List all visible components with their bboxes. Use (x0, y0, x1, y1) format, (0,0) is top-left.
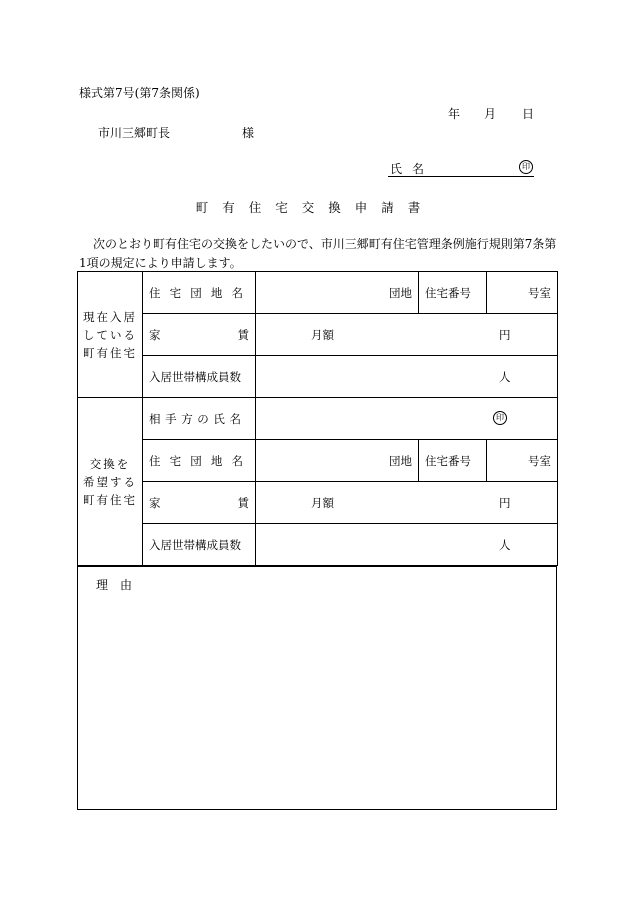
addressee (98, 124, 254, 141)
desired-housing-group: 交換を 希望する 町有住宅 (78, 398, 143, 566)
desired-members-label: 入居世帯構成員数 (143, 524, 256, 566)
desired-housing-label-text: 住 宅 団 地 名 (149, 453, 243, 468)
desired-rent-input[interactable] (256, 482, 558, 524)
table-row (78, 440, 558, 482)
current-housing-input[interactable] (256, 272, 419, 314)
current-housing-label (143, 272, 256, 314)
application-table (77, 271, 558, 566)
applicant-name-line[interactable] (388, 158, 534, 177)
current-members-label: 入居世帯構成員数 (143, 356, 256, 398)
desired-housing-input[interactable] (256, 440, 419, 482)
date-month: 月 (484, 107, 497, 121)
honorific: 様 (242, 126, 255, 140)
body-text: 次のとおり町有住宅の交換をしたいので、市川三郷町有住宅管理条例施行規則第7条第1項の規定により申請します。 (79, 237, 557, 270)
monthly-label: 月額 (311, 496, 334, 510)
desired-members-input[interactable] (256, 524, 558, 566)
room-unit: 号室 (528, 286, 551, 300)
person-unit: 人 (499, 538, 511, 552)
monthly-label: 月額 (311, 328, 334, 342)
desired-rent-label: 家 賃 (143, 482, 256, 524)
seal-icon: 印 (493, 411, 507, 425)
applicant-name-label: 氏名 (390, 162, 435, 176)
current-housing-label-text: 住 宅 団 地 名 (149, 285, 243, 300)
yen-unit: 円 (499, 328, 511, 342)
table-row (78, 356, 558, 398)
form-number: 様式第7号(第7条関係) (79, 86, 200, 100)
date-day: 日 (522, 107, 535, 121)
date-line (448, 105, 534, 122)
table-row (78, 398, 558, 440)
table-row (78, 524, 558, 566)
current-housing-group: 現在入居 している 町有住宅 (78, 272, 143, 398)
current-number-input[interactable] (487, 272, 558, 314)
desired-number-input[interactable] (487, 440, 558, 482)
table-row (78, 272, 558, 314)
current-members-input[interactable] (256, 356, 558, 398)
table-row (78, 314, 558, 356)
page-title: 町有住宅交換申請書 (195, 200, 435, 215)
room-unit: 号室 (528, 454, 551, 468)
danchi-unit: 団地 (389, 454, 412, 468)
partner-name-label-text: 相 手 方 の 氏 名 (149, 411, 241, 426)
danchi-unit: 団地 (389, 286, 412, 300)
date-year: 年 (448, 107, 461, 121)
partner-name-label (143, 398, 256, 440)
current-number-label: 住宅番号 (419, 272, 487, 314)
person-unit: 人 (499, 370, 511, 384)
yen-unit: 円 (499, 496, 511, 510)
reason-field[interactable] (77, 566, 557, 810)
desired-housing-label (143, 440, 256, 482)
current-rent-label: 家 賃 (143, 314, 256, 356)
addressee-name: 市川三郷町長 (98, 126, 171, 140)
table-row (78, 482, 558, 524)
reason-label: 理由 (96, 578, 145, 592)
desired-number-label: 住宅番号 (419, 440, 487, 482)
partner-name-input[interactable] (256, 398, 558, 440)
current-rent-input[interactable] (256, 314, 558, 356)
seal-icon: 印 (519, 160, 533, 174)
